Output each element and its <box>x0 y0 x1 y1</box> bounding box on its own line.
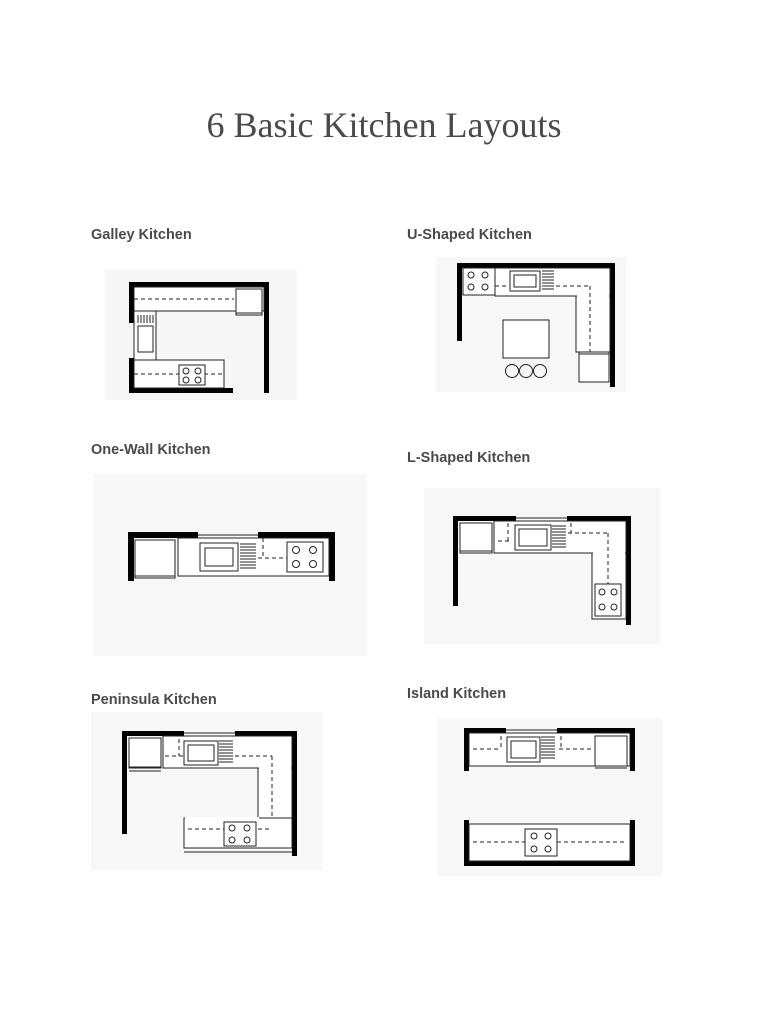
l-shaped-kitchen-plan <box>424 488 660 644</box>
u-shaped-kitchen-plan <box>436 257 626 392</box>
u-shaped-kitchen-label: U-Shaped Kitchen <box>407 227 532 243</box>
island-kitchen-label: Island Kitchen <box>407 686 507 702</box>
peninsula-kitchen-label: Peninsula Kitchen <box>91 692 217 708</box>
page-title: 6 Basic Kitchen Layouts <box>206 105 562 145</box>
one-wall-kitchen-label: One-Wall Kitchen <box>91 442 211 458</box>
island-kitchen-plan <box>437 718 662 876</box>
galley-kitchen-plan <box>105 270 297 400</box>
peninsula-kitchen-plan <box>91 712 323 870</box>
galley-kitchen-label: Galley Kitchen <box>91 227 192 243</box>
l-shaped-kitchen-label: L-Shaped Kitchen <box>407 450 531 466</box>
one-wall-kitchen-plan <box>93 474 367 656</box>
